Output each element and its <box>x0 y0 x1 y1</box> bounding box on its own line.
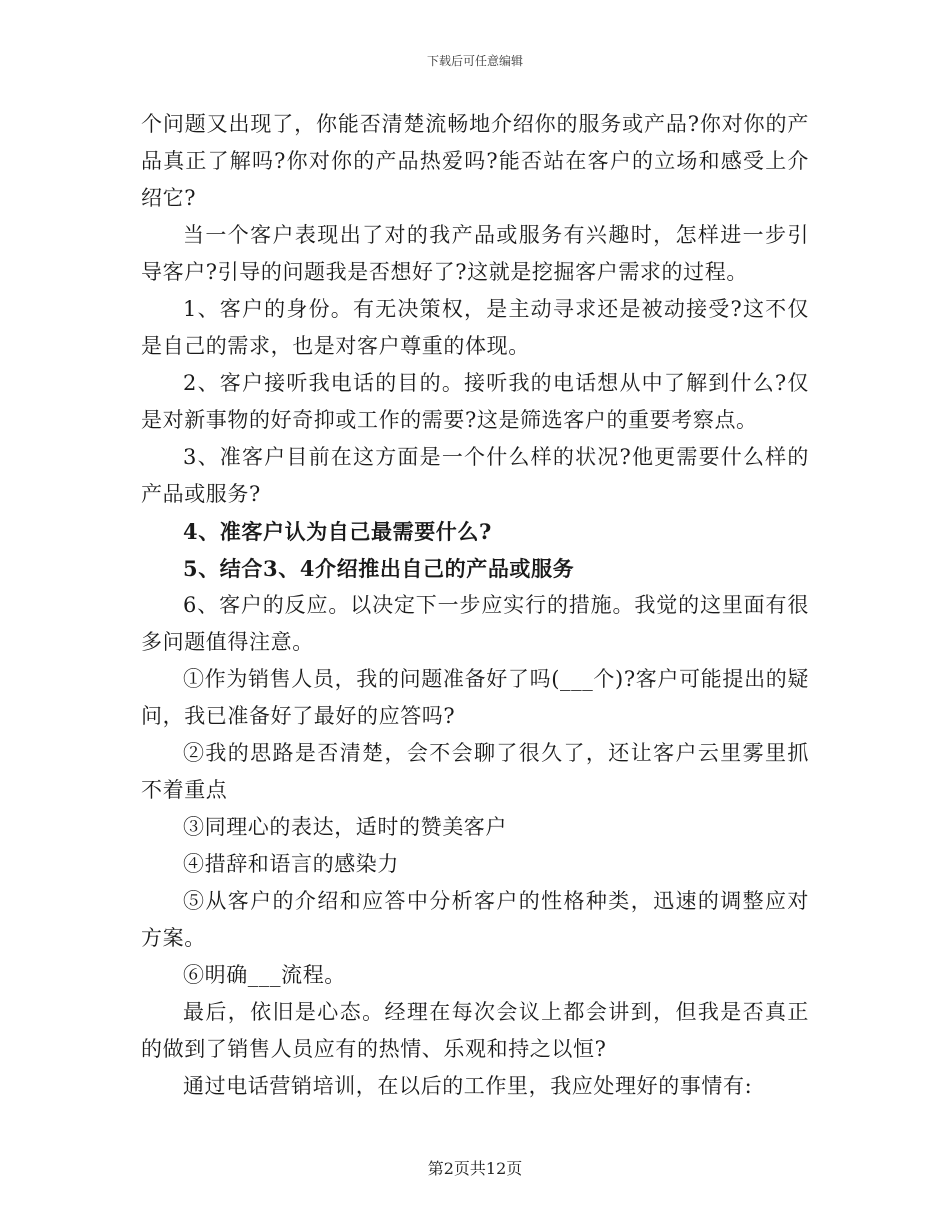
page-header: 下载后可任意编辑 <box>426 54 523 68</box>
paragraph: ④措辞和语言的感染力 <box>183 852 399 876</box>
paragraph: 通过电话营销培训，在以后的工作里，我应处理好的事情有: <box>183 1074 753 1098</box>
paragraph: 个问题又出现了，你能否清楚流畅地介绍你的服务或产品?你对你的产品真正了解吗?你对你的产品热爱吗?能否站在客户的立场和感受上介绍它? <box>141 112 809 210</box>
paragraph: 3、准客户目前在这方面是一个什么样的状况?他更需要什么样的产品或服务? <box>141 445 809 506</box>
paragraph: 1、客户的身份。有无决策权，是主动寻求还是被动接受?这不仅是自己的需求，也是对客户尊重的体现。 <box>141 297 809 358</box>
paragraph: 最后，依旧是心态。经理在每次会议上都会讲到，但我是否真正的做到了销售人员应有的热情、乐观和持之以恒? <box>141 1000 809 1061</box>
paragraph: ⑥明确___流程。 <box>183 963 346 987</box>
paragraph: ⑤从客户的介绍和应答中分析客户的性格种类，迅速的调整应对方案。 <box>141 889 809 950</box>
document-body <box>141 106 809 1105</box>
paragraph: 4、准客户认为自己最需要什么? <box>183 519 492 544</box>
paragraph: 6、客户的反应。以决定下一步应实行的措施。我觉的这里面有很多问题值得注意。 <box>141 593 809 654</box>
paragraph: 5、结合3、4介绍推出自己的产品或服务 <box>183 556 575 581</box>
paragraph: 2、客户接听我电话的目的。接听我的电话想从中了解到什么?仅是对新事物的好奇抑或工作的需要?这是筛选客户的重要考察点。 <box>141 371 809 432</box>
paragraph: 当一个客户表现出了对的我产品或服务有兴趣时，怎样进一步引导客户?引导的问题我是否想好了?这就是挖掘客户需求的过程。 <box>141 223 809 284</box>
paragraph: ③同理心的表达，适时的赞美客户 <box>183 815 507 839</box>
page-number: 第2页共12页 <box>427 1159 523 1178</box>
paragraph: ②我的思路是否清楚，会不会聊了很久了，还让客户云里雾里抓不着重点 <box>141 741 809 802</box>
paragraph: ①作为销售人员，我的问题准备好了吗(___个)?客户可能提出的疑问，我已准备好了最好的应答吗? <box>141 667 809 728</box>
